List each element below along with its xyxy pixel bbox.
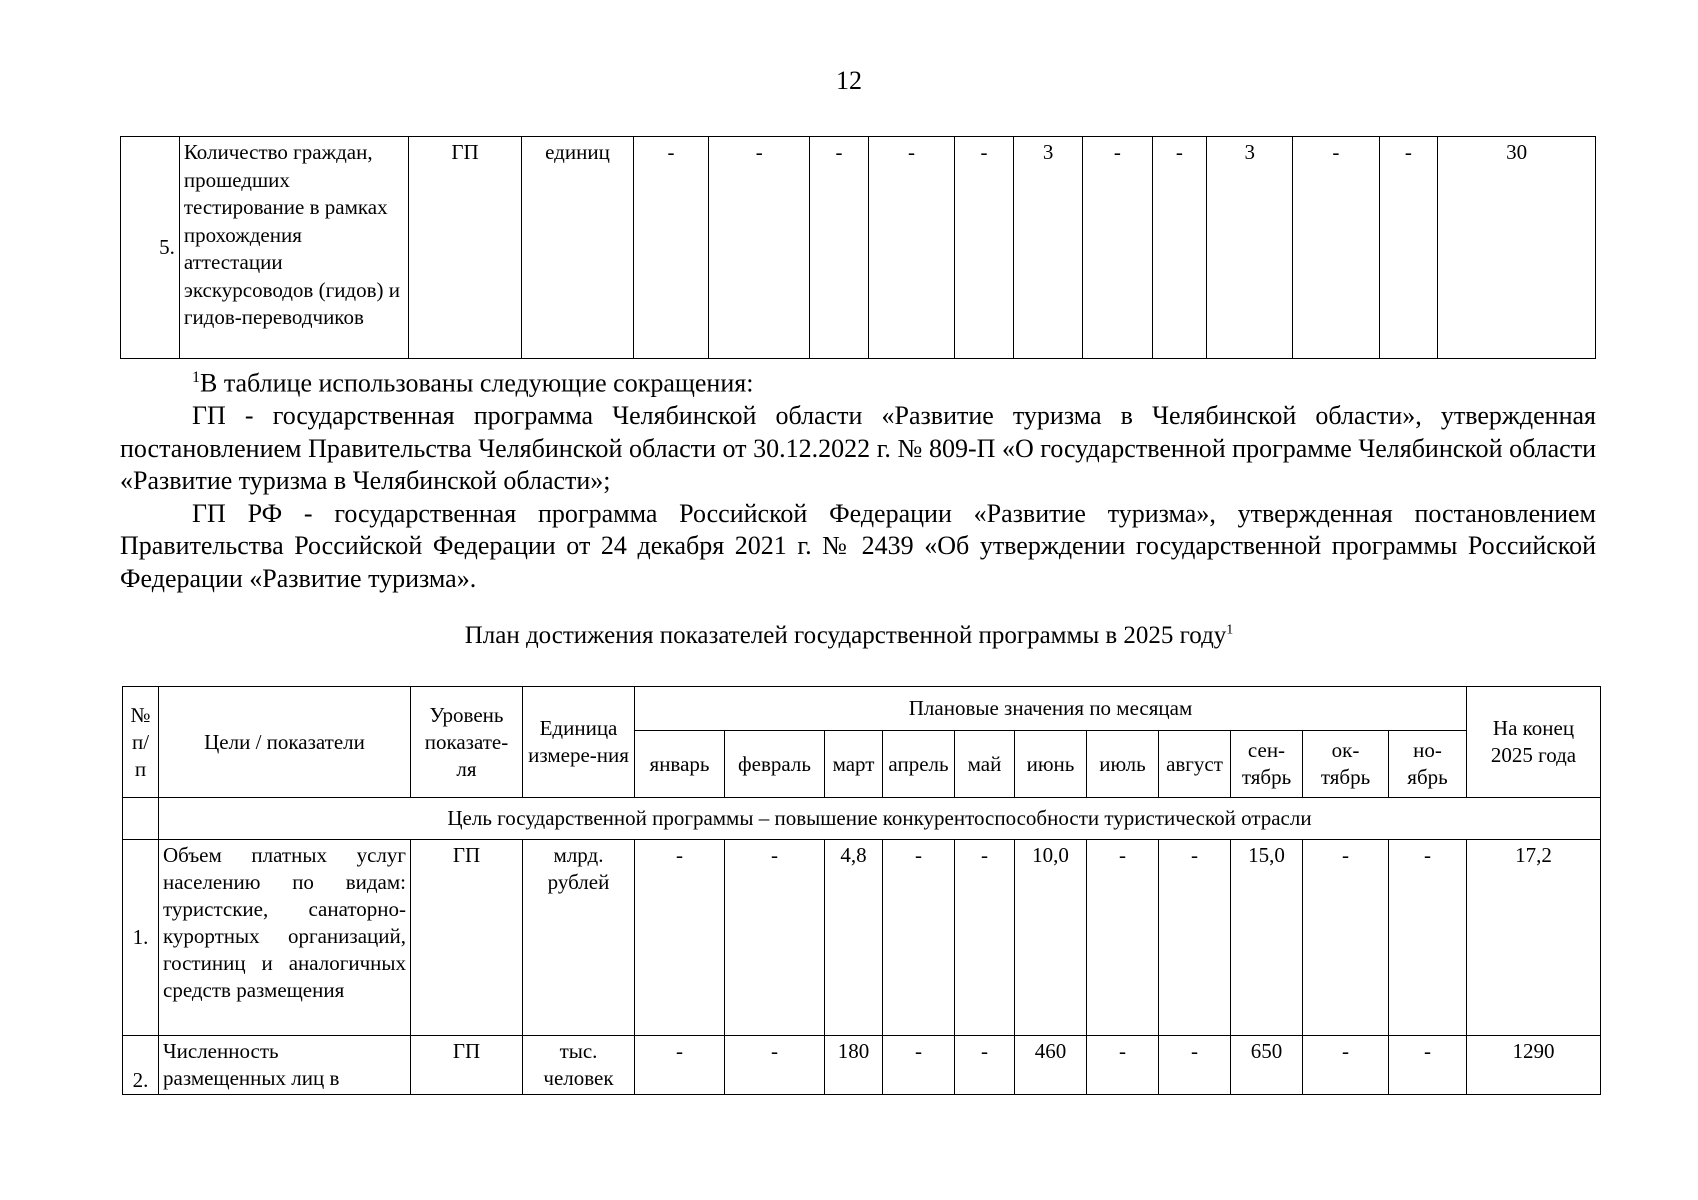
indicator-level: ГП xyxy=(411,840,523,1036)
month-value: 650 xyxy=(1231,1036,1303,1095)
month-value: - xyxy=(810,137,869,359)
month-value: - xyxy=(635,840,725,1036)
month-value: - xyxy=(955,840,1015,1036)
header-month: июнь xyxy=(1015,731,1087,798)
month-value: - xyxy=(635,1036,725,1095)
row-number: 5. xyxy=(121,137,180,359)
goal-row-empty-cell xyxy=(123,798,159,840)
footnote-gp: ГП - государственная программа Челябинской области «Развитие туризма в Челябинской области», утвержденная постановлением Правительства Челябинской области от 30.12.2022 г. № 809-П «О государственной программе Челябинской области «Развитие туризма в Челябинской области»; xyxy=(120,401,1596,496)
header-month: август xyxy=(1159,731,1231,798)
month-value: - xyxy=(1087,840,1159,1036)
header-month: март xyxy=(825,731,883,798)
year-end-value: 17,2 xyxy=(1467,840,1601,1036)
month-value: - xyxy=(1389,1036,1467,1095)
month-value: 10,0 xyxy=(1015,840,1087,1036)
header-month: февраль xyxy=(725,731,825,798)
month-value: 460 xyxy=(1015,1036,1087,1095)
indicator-name: Численность размещенных лиц в xyxy=(159,1036,411,1095)
month-value: - xyxy=(1159,1036,1231,1095)
month-value: - xyxy=(883,1036,955,1095)
month-value: - xyxy=(633,137,709,359)
month-value: - xyxy=(883,840,955,1036)
indicator-unit: млрд. рублей xyxy=(523,840,635,1036)
year-end-value: 1290 xyxy=(1467,1036,1601,1095)
table-row xyxy=(123,1036,1601,1095)
header-goals: Цели / показатели xyxy=(159,687,411,798)
month-value: - xyxy=(725,840,825,1036)
month-value: - xyxy=(1303,1036,1389,1095)
indicator-name: Объем платных услуг населению по видам: туристские, санаторно-курортных организаций, гостиниц и аналогичных средств размещения xyxy=(159,840,411,1036)
header-month: но-ябрь xyxy=(1389,731,1467,798)
indicator-unit: тыс. человек xyxy=(523,1036,635,1095)
footnote-marker: 1 xyxy=(192,369,200,386)
header-month: сен-тябрь xyxy=(1231,731,1303,798)
footnote-gp-rf: ГП РФ - государственная программа Российской Федерации «Развитие туризма», утвержденная постановлением Правительства Российской Федерации от 24 декабря 2021 г. № 2439 «Об утверждении государственной программы Российской Федерации «Развитие туризма». xyxy=(120,498,1596,593)
table-row xyxy=(123,840,1601,1036)
footnote-block xyxy=(120,362,1596,595)
month-value: - xyxy=(955,137,1014,359)
month-value: 15,0 xyxy=(1231,840,1303,1036)
month-value: - xyxy=(1303,840,1389,1036)
plan-title xyxy=(0,622,1698,650)
month-value: - xyxy=(955,1036,1015,1095)
header-num: № п/п xyxy=(123,687,159,798)
month-value: - xyxy=(1293,137,1379,359)
header-unit: Единица измере-ния xyxy=(523,687,635,798)
header-month: ок-тябрь xyxy=(1303,731,1389,798)
plan-table xyxy=(122,686,1601,1095)
goal-text: Цель государственной программы – повышение конкурентоспособности туристической отрасли xyxy=(159,798,1601,840)
month-value: - xyxy=(709,137,810,359)
month-value: - xyxy=(1389,840,1467,1036)
plan-title-text: План достижения показателей государственной программы в 2025 году xyxy=(464,622,1227,649)
page-number: 12 xyxy=(836,66,862,95)
header-level: Уровень показате-ля xyxy=(411,687,523,798)
header-month: июль xyxy=(1087,731,1159,798)
footnote-intro xyxy=(120,362,1596,400)
header-year-end: На конец 2025 года xyxy=(1467,687,1601,798)
month-value: 3 xyxy=(1207,137,1293,359)
header-monthly: Плановые значения по месяцам xyxy=(635,687,1467,731)
table-row xyxy=(121,137,1596,359)
month-value: - xyxy=(868,137,954,359)
header-month: май xyxy=(955,731,1015,798)
row-number: 2. xyxy=(123,1036,159,1095)
month-value: - xyxy=(1083,137,1152,359)
indicator-level: ГП xyxy=(408,137,521,359)
month-value: - xyxy=(1159,840,1231,1036)
month-value: 4,8 xyxy=(825,840,883,1036)
row-number: 1. xyxy=(123,840,159,1036)
year-end-value: 30 xyxy=(1438,137,1596,359)
month-value: - xyxy=(725,1036,825,1095)
header-row xyxy=(123,687,1601,731)
footnote-intro-text: В таблице использованы следующие сокращения: xyxy=(200,368,754,398)
header-month: апрель xyxy=(883,731,955,798)
indicator-unit: единиц xyxy=(522,137,633,359)
month-value: - xyxy=(1152,137,1207,359)
month-value: 3 xyxy=(1013,137,1082,359)
header-month: январь xyxy=(635,731,725,798)
month-value: - xyxy=(1379,137,1438,359)
indicator-table-continued xyxy=(120,136,1596,359)
indicator-level: ГП xyxy=(411,1036,523,1095)
plan-title-marker: 1 xyxy=(1226,622,1234,638)
indicator-name: Количество граждан, прошедших тестирование в рамках прохождения аттестации экскурсоводов (гидов) и гидов-переводчиков xyxy=(179,137,408,359)
month-value: - xyxy=(1087,1036,1159,1095)
goal-row xyxy=(123,798,1601,840)
month-value: 180 xyxy=(825,1036,883,1095)
